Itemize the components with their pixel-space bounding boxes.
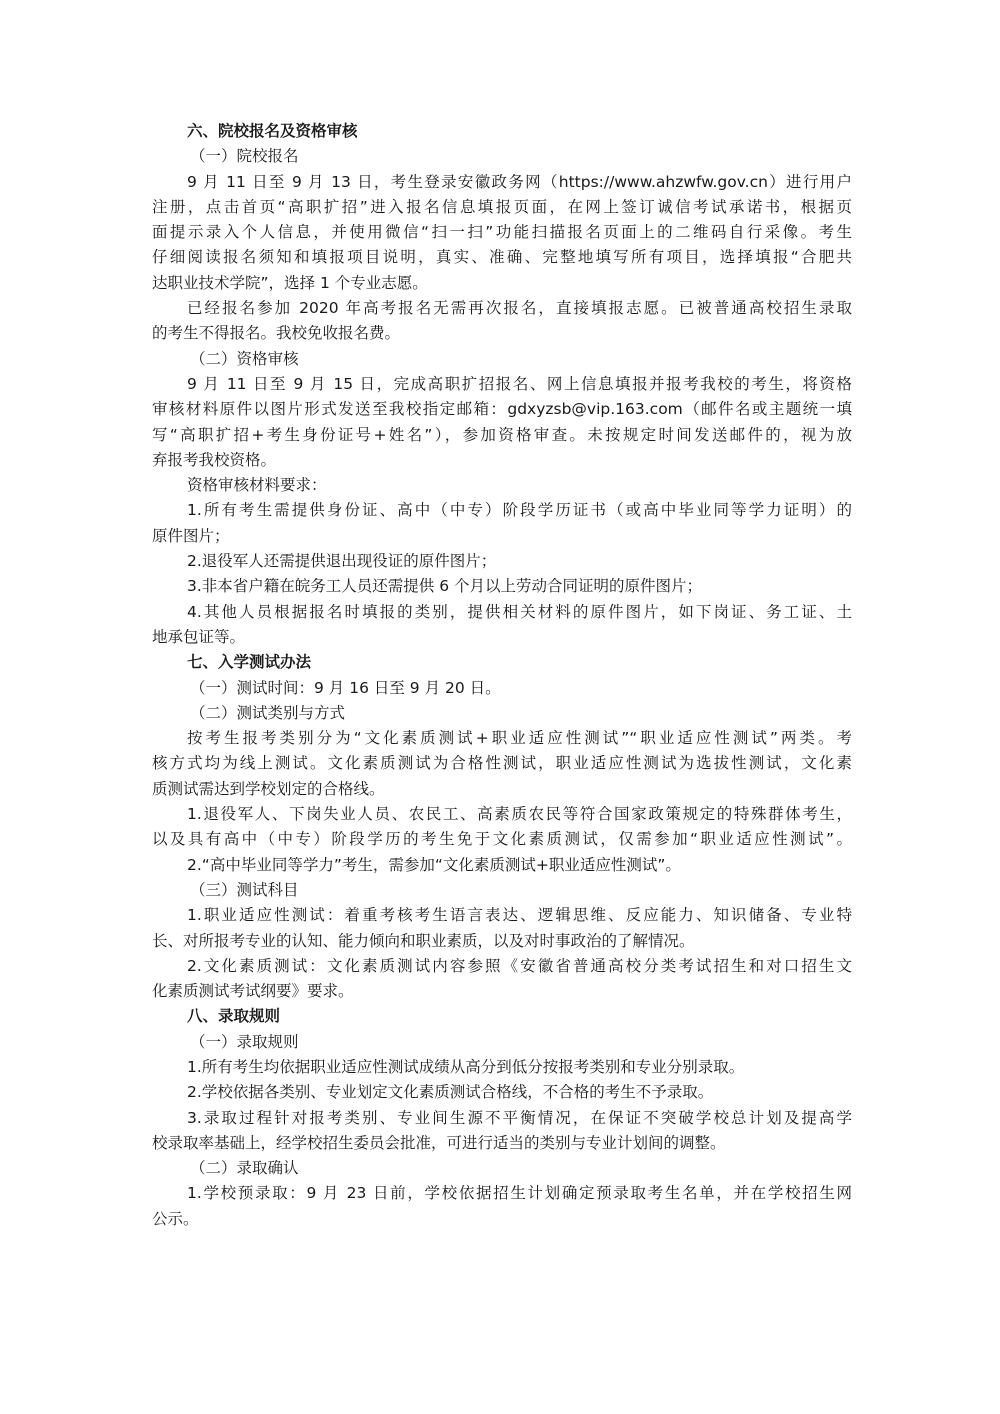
subsection-heading: （一）录取规则 bbox=[190, 1032, 299, 1051]
body-text-line: 达职业技术学院”，选择 1 个专业志愿。 bbox=[152, 273, 428, 292]
body-text-line: 公示。 bbox=[152, 1209, 199, 1228]
body-text-line: 1.所有考生均依据职业适应性测试成绩从高分到低分按报考类别和专业分别录取。 bbox=[187, 1057, 745, 1076]
subsection-heading: （二）测试类别与方式 bbox=[190, 703, 346, 722]
body-text-line: 4.其他人员根据报名时填报的类别，提供相关材料的原件图片，如下岗证、务工证、土 bbox=[187, 602, 852, 621]
body-text-line: 质测试需达到学校划定的合格线。 bbox=[152, 779, 385, 798]
section-heading: 八、录取规则 bbox=[187, 1007, 281, 1026]
body-text-line: 3.非本省户籍在皖务工人员还需提供 6 个月以上劳动合同证明的原件图片； bbox=[187, 577, 703, 596]
body-text-line: 1.学校预录取：9 月 23 日前，学校依据招生计划确定预录取考生名单，并在学校招生网 bbox=[187, 1184, 852, 1203]
subsection-heading: （二）资格审核 bbox=[190, 349, 299, 368]
subsection-heading: （三）测试科目 bbox=[190, 880, 299, 899]
body-text-line: 9 月 11 日至 9 月 13 日，考生登录安徽政务网（https://www.ahzwfw.gov.cn）进行用户 bbox=[187, 172, 852, 191]
body-text-line: 以及具有高中（中专）阶段学历的考生免于文化素质测试，仅需参加“职业适应性测试”。 bbox=[152, 830, 852, 849]
body-text-line: 面提示录入个人信息，并使用微信“扫一扫”功能扫描报名页面上的二维码自行采像。考生 bbox=[152, 223, 852, 242]
body-text-line: 3.录取过程针对报考类别、专业间生源不平衡情况，在保证不突破学校总计划及提高学 bbox=[187, 1108, 852, 1127]
subsection-heading: （二）录取确认 bbox=[190, 1159, 299, 1178]
body-text-line: 2.文化素质测试：文化素质测试内容参照《安徽省普通高校分类考试招生和对口招生文 bbox=[187, 956, 852, 975]
document-body bbox=[152, 119, 852, 1232]
section-heading: 七、入学测试办法 bbox=[187, 653, 312, 672]
body-text-line: 1.所有考生需提供身份证、高中（中专）阶段学历证书（或高中毕业同等学力证明）的 bbox=[187, 501, 852, 520]
subsection-heading: （一）测试时间：9 月 16 日至 9 月 20 日。 bbox=[190, 678, 501, 697]
body-text-line: 已经报名参加 2020 年高考报名无需再次报名，直接填报志愿。已被普通高校招生录取 bbox=[187, 299, 852, 318]
body-text-line: 核方式均为线上测试。文化素质测试为合格性测试，职业适应性测试为选拔性测试，文化素 bbox=[152, 754, 852, 773]
body-text-line: 1.退役军人、下岗失业人员、农民工、高素质农民等符合国家政策规定的特殊群体考生， bbox=[187, 805, 852, 824]
body-text-line: 2.“高中毕业同等学力”考生，需参加“文化素质测试+职业适应性测试”。 bbox=[187, 855, 681, 874]
body-text-line: 地承包证等。 bbox=[152, 627, 246, 646]
body-text-line: 长、对所报考专业的认知、能力倾向和职业素质，以及对时事政治的了解情况。 bbox=[152, 931, 695, 950]
subsection-heading: （一）院校报名 bbox=[190, 147, 299, 166]
body-text-line: 2.退役军人还需提供退出现役证的原件图片； bbox=[187, 552, 497, 571]
body-text-line: 注册，点击首页“高职扩招”进入报名信息填报页面，在网上签订诚信考试承诺书，根据页 bbox=[152, 197, 852, 216]
body-text-line: 9 月 11 日至 9 月 15 日，完成高职扩招报名、网上信息填报并报考我校的考生，将资格 bbox=[187, 374, 852, 393]
body-text-line: 2.学校依据各类别、专业划定文化素质测试合格线，不合格的考生不予录取。 bbox=[187, 1083, 714, 1102]
body-text-line: 审核材料原件以图片形式发送至我校指定邮箱：gdxyzsb@vip.163.com（邮件名或主题统一填 bbox=[152, 400, 852, 419]
body-text-line: 校录取率基础上，经学校招生委员会批准，可进行适当的类别与专业计划间的调整。 bbox=[152, 1133, 726, 1152]
body-text-line: 弃报考我校资格。 bbox=[152, 450, 277, 469]
body-text-line: 化素质测试考试纲要》要求。 bbox=[152, 982, 354, 1001]
section-heading: 六、院校报名及资格审核 bbox=[187, 122, 358, 140]
body-text-line: 资格审核材料要求： bbox=[187, 476, 327, 495]
body-text-line: 原件图片； bbox=[152, 526, 230, 545]
body-text-line: 按考生报考类别分为“文化素质测试+职业适应性测试”“职业适应性测试”两类。考 bbox=[187, 729, 852, 748]
body-text-line: 仔细阅读报名须知和填报项目说明，真实、准确、完整地填写所有项目，选择填报“合肥共 bbox=[152, 248, 852, 267]
body-text-line: 写“高职扩招+考生身份证号+姓名”），参加资格审查。未按规定时间发送邮件的，视为放 bbox=[152, 425, 852, 444]
body-text-line: 1.职业适应性测试：着重考核考生语言表达、逻辑思维、反应能力、知识储备、专业特 bbox=[187, 906, 852, 925]
body-text-line: 的考生不得报名。我校免收报名费。 bbox=[152, 324, 401, 343]
